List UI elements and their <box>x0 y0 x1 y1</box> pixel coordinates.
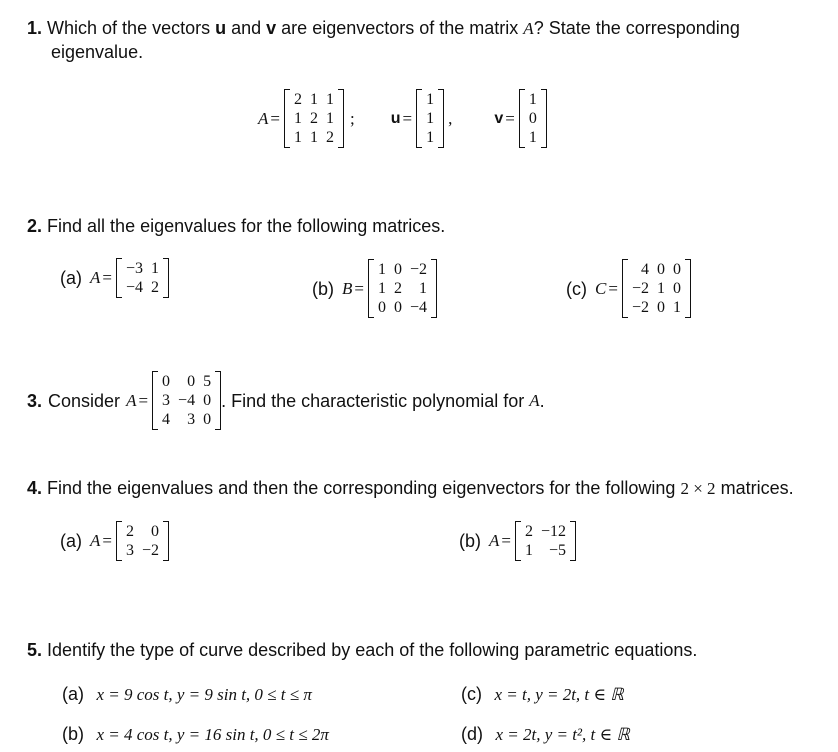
matrix-cell: 2 <box>309 110 318 127</box>
q1-text-a: Which of the vectors <box>47 18 216 38</box>
matrix-cell: 1 <box>309 129 318 146</box>
q5-number: 5. <box>27 640 43 660</box>
matrix-row <box>628 260 685 279</box>
matrix-cell: 2 <box>151 279 160 296</box>
matrix-row <box>158 372 215 391</box>
q1-comma: , <box>448 108 453 128</box>
matrix-cell: −4 <box>125 279 144 296</box>
q1-text-and: and <box>226 18 267 38</box>
q5-line <box>27 639 697 661</box>
matrix-row <box>122 541 163 560</box>
matrix-row <box>525 128 541 147</box>
q4-matrix-b <box>515 521 576 561</box>
matrix-cell: 1 <box>656 280 665 297</box>
matrix-cell: 1 <box>672 299 681 316</box>
matrix-cell: 0 <box>672 261 681 278</box>
matrix-cell: 1 <box>377 261 386 278</box>
q4-a-var: A <box>90 531 101 550</box>
matrix-cell: 0 <box>393 261 402 278</box>
q3-matrix <box>152 371 221 430</box>
q3-text-a: Consider <box>48 390 121 411</box>
q5-text: Identify the type of curve described by each of the following parametric equations. <box>47 640 698 660</box>
matrix-row <box>290 128 338 147</box>
q2-part-a: (a) A = −3 1 −4 2 <box>60 258 169 298</box>
q1-text-b: are eigenvectors of the matrix <box>276 18 524 38</box>
q1-u: u <box>215 18 227 38</box>
matrix-cell: −2 <box>631 299 649 316</box>
matrix-cell: 1 <box>528 91 537 108</box>
matrix-cell: 0 <box>162 373 171 390</box>
q1-text-c: ? State the corresponding <box>533 18 740 38</box>
q4-number: 4. <box>27 478 43 498</box>
matrix-row <box>422 128 438 147</box>
matrix-cell: 4 <box>640 261 649 278</box>
q2-matrix-c <box>622 259 691 318</box>
matrix-cell: 3 <box>125 542 134 559</box>
matrix-cell: −2 <box>409 261 428 278</box>
q5-part-d <box>461 723 630 745</box>
q3-number: 3. <box>27 390 43 411</box>
q3-line: 3. Consider A = 0 0 5 3 −4 0 4 3 0 . Find the characteristic polynomial for A . <box>27 373 545 428</box>
matrix-row <box>290 90 338 109</box>
q5-part-c <box>461 683 624 705</box>
matrix-cell: −5 <box>548 542 567 559</box>
q5-part-a <box>62 683 312 705</box>
q2-b-label: (b) <box>312 278 334 299</box>
q2-part-b: (b) B = 1 0 −2 1 2 1 0 0 −4 <box>312 259 437 318</box>
q1-equation: A = 2 1 1 1 2 1 1 1 2 ; u = 1 1 1 , v = 1 0 1 <box>258 89 547 148</box>
q5-a-label: (a) <box>62 684 84 704</box>
matrix-cell: 2 <box>524 523 533 540</box>
q1-number: 1. <box>27 18 43 38</box>
matrix-cell: 1 <box>426 91 435 108</box>
matrix-cell: 1 <box>293 129 302 146</box>
q4-text-a: Find the eigenvalues and then the corresponding eigenvectors for the following <box>47 478 676 498</box>
matrix-row <box>122 278 163 297</box>
matrix-cell: −2 <box>141 542 160 559</box>
matrix-cell: 0 <box>656 299 665 316</box>
q4-a-label: (a) <box>60 531 82 551</box>
q5-b-eq: x = 4 cos t, y = 16 sin t, 0 ≤ t ≤ 2π <box>96 725 329 744</box>
matrix-cell: 0 <box>528 110 537 127</box>
q5-d-label: (d) <box>461 724 483 744</box>
q5-a-eq: x = 9 cos t, y = 9 sin t, 0 ≤ t ≤ π <box>96 685 312 704</box>
matrix-row <box>374 279 431 298</box>
q2-number: 2. <box>27 216 43 236</box>
matrix-cell: 0 <box>672 280 681 297</box>
matrix-cell: 1 <box>426 129 435 146</box>
q2-b-var: B <box>342 278 353 298</box>
q5-d-eq: x = 2t, y = t², t ∈ ℝ <box>495 725 630 744</box>
q3-text-b: . Find the characteristic polynomial for <box>221 390 525 411</box>
q3-var2: A <box>529 390 540 410</box>
matrix-row <box>158 410 215 429</box>
matrix-cell: −2 <box>631 280 649 297</box>
q4-b-var: A <box>489 531 500 550</box>
q1-matrix-label: A <box>258 108 269 128</box>
matrix-row <box>374 298 431 317</box>
q2-c-var: C <box>595 278 607 298</box>
q4-dims: 2 × 2 <box>680 479 716 498</box>
matrix-cell: 2 <box>125 523 134 540</box>
q5-part-b <box>62 723 329 745</box>
matrix-cell: 5 <box>203 373 212 390</box>
matrix-cell: 4 <box>162 411 171 428</box>
q1-vector-v <box>519 89 547 148</box>
matrix-cell: −4 <box>409 299 428 316</box>
matrix-cell: 3 <box>187 411 196 428</box>
matrix-cell: 0 <box>203 411 212 428</box>
q3-var: A <box>126 390 137 410</box>
matrix-cell: 1 <box>528 129 537 146</box>
matrix-cell: 1 <box>377 280 386 297</box>
matrix-cell: −4 <box>178 392 196 409</box>
q4-part-a: (a) A = 2 0 3 −2 <box>60 521 169 561</box>
matrix-cell: 0 <box>656 261 665 278</box>
q1-u-label: u <box>390 109 401 127</box>
q2-text: Find all the eigenvalues for the following matrices. <box>47 216 446 236</box>
q2-matrix-b <box>368 259 437 318</box>
q4-text-b: matrices. <box>720 478 794 498</box>
matrix-cell: 0 <box>187 373 196 390</box>
matrix-cell: 0 <box>203 392 212 409</box>
matrix-cell: 2 <box>393 280 402 297</box>
matrix-row <box>374 260 431 279</box>
matrix-cell: 1 <box>325 110 334 127</box>
q2-matrix-a <box>116 258 169 298</box>
q2-line <box>27 215 445 237</box>
q5-c-label: (c) <box>461 684 482 704</box>
matrix-cell: 3 <box>162 392 171 409</box>
q1-a: A <box>523 19 534 38</box>
q5-b-label: (b) <box>62 724 84 744</box>
matrix-cell: −12 <box>540 523 567 540</box>
q5-c-eq: x = t, y = 2t, t ∈ ℝ <box>494 685 624 704</box>
matrix-cell: 0 <box>377 299 386 316</box>
matrix-cell: 1 <box>151 260 160 277</box>
matrix-cell: 2 <box>325 129 334 146</box>
q4-line <box>27 477 794 500</box>
q2-a-label: (a) <box>60 268 82 288</box>
matrix-row <box>122 522 163 541</box>
matrix-cell: 1 <box>293 110 302 127</box>
q2-part-c: (c) C = 4 0 0 −2 1 0 −2 0 1 <box>566 259 691 318</box>
matrix-row <box>525 90 541 109</box>
matrix-cell: 1 <box>325 91 334 108</box>
q1-semicolon: ; <box>349 108 355 128</box>
matrix-cell: 0 <box>151 523 160 540</box>
q4-matrix-a <box>116 521 169 561</box>
matrix-row <box>521 522 570 541</box>
matrix-cell: 1 <box>419 280 428 297</box>
matrix-cell: 1 <box>426 110 435 127</box>
matrix-row <box>290 109 338 128</box>
matrix-row <box>628 279 685 298</box>
q4-b-label: (b) <box>459 531 481 551</box>
matrix-row <box>521 541 570 560</box>
q2-a-var: A <box>90 268 101 287</box>
q1-vector-u <box>416 89 444 148</box>
matrix-row <box>422 90 438 109</box>
q1-line1 <box>27 17 740 40</box>
matrix-row <box>158 391 215 410</box>
q3-period: . <box>539 390 545 411</box>
q4-part-b: (b) A = 2 −12 1 −5 <box>459 521 576 561</box>
matrix-row <box>525 109 541 128</box>
matrix-cell: 2 <box>293 91 302 108</box>
matrix-cell: −3 <box>125 260 144 277</box>
matrix-cell: 1 <box>309 91 318 108</box>
matrix-cell: 0 <box>393 299 402 316</box>
q2-c-label: (c) <box>566 278 587 299</box>
matrix-cell: 1 <box>524 542 533 559</box>
q1-v: v <box>266 18 277 38</box>
matrix-row <box>122 259 163 278</box>
q1-matrix-a <box>284 89 344 148</box>
q1-v-label: v <box>494 109 504 127</box>
q1-line2: eigenvalue. <box>51 42 144 62</box>
matrix-row <box>422 109 438 128</box>
matrix-row <box>628 298 685 317</box>
